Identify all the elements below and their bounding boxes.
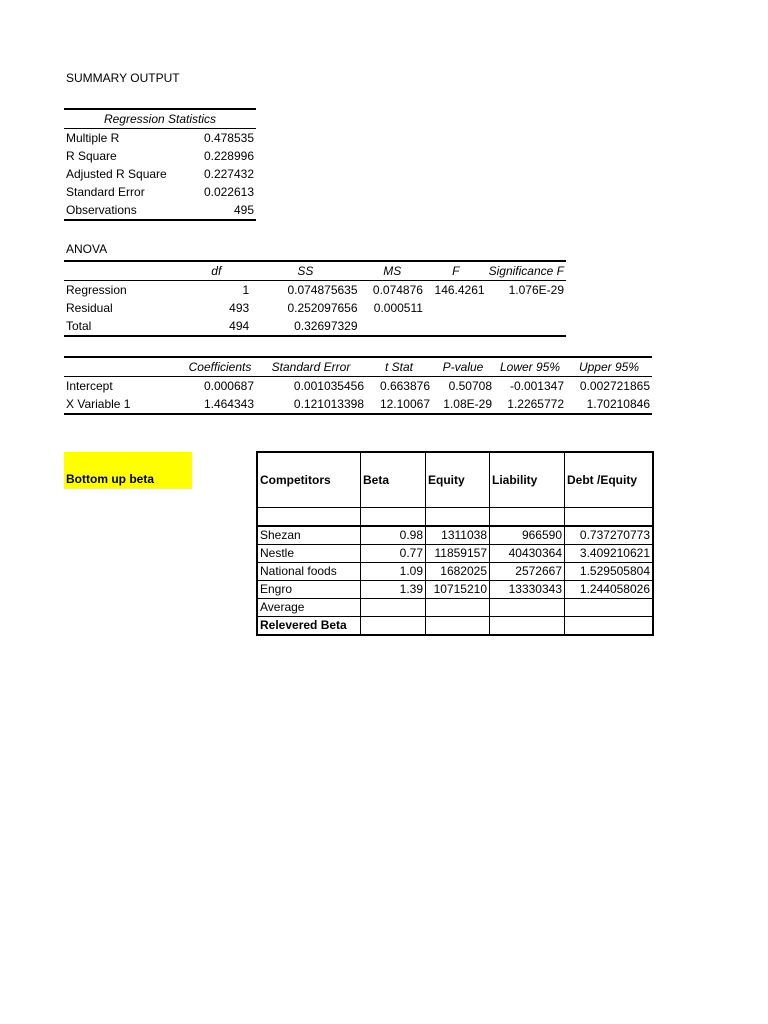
anova-cell bbox=[425, 317, 487, 336]
anova-header-row bbox=[64, 261, 566, 281]
competitor-cell: 0.98 bbox=[361, 526, 426, 545]
coefficients-cell: X Variable 1 bbox=[66, 397, 131, 411]
table-row bbox=[64, 395, 652, 414]
competitors-table bbox=[256, 451, 654, 636]
table-row bbox=[64, 317, 566, 336]
regression-statistics-table bbox=[64, 108, 256, 221]
coefficients-header: t Stat bbox=[366, 357, 432, 377]
anova-cell: 0.074875635 bbox=[287, 283, 358, 297]
competitor-cell: 1311038 bbox=[426, 526, 490, 545]
table-row bbox=[64, 147, 256, 165]
stat-value: 0.478535 bbox=[203, 131, 254, 145]
competitors-header: Competitors bbox=[257, 452, 361, 508]
competitor-cell: 1.09 bbox=[361, 563, 426, 581]
competitor-cell: 1.244058026 bbox=[565, 581, 654, 599]
empty-cell bbox=[565, 508, 654, 527]
anova-cell: Regression bbox=[66, 283, 127, 297]
competitors-header: Beta bbox=[361, 452, 426, 508]
anova-cell bbox=[487, 299, 566, 317]
bottom-up-beta-label: Bottom up beta bbox=[64, 452, 192, 489]
coefficients-cell: 1.70210846 bbox=[586, 397, 650, 411]
stat-label: Multiple R bbox=[66, 131, 120, 145]
table-row bbox=[64, 377, 652, 396]
anova-cell bbox=[487, 317, 566, 336]
anova-cell bbox=[360, 317, 425, 336]
competitor-cell: 1682025 bbox=[426, 563, 490, 581]
coefficients-cell: 1.2265772 bbox=[507, 397, 564, 411]
coefficients-cell: 1.464343 bbox=[203, 397, 254, 411]
anova-header: SS bbox=[251, 261, 359, 281]
competitor-cell bbox=[426, 617, 490, 636]
table-row bbox=[64, 183, 256, 201]
competitor-name: Nestle bbox=[257, 545, 361, 563]
anova-cell: 0.252097656 bbox=[287, 301, 358, 315]
competitor-cell: 40430364 bbox=[490, 545, 565, 563]
stat-label: Standard Error bbox=[66, 185, 145, 199]
competitor-cell: 1.529505804 bbox=[565, 563, 654, 581]
competitor-name: National foods bbox=[257, 563, 361, 581]
anova-cell bbox=[425, 299, 487, 317]
coefficients-cell: 0.663876 bbox=[379, 379, 430, 393]
table-row bbox=[64, 201, 256, 220]
anova-cell: 0.000511 bbox=[373, 301, 423, 315]
competitor-cell: 13330343 bbox=[490, 581, 565, 599]
competitor-cell: 2572667 bbox=[490, 563, 565, 581]
stat-label: R Square bbox=[66, 149, 117, 163]
competitor-cell: 11859157 bbox=[426, 545, 490, 563]
relevered-beta-label: Relevered Beta bbox=[257, 617, 361, 636]
anova-table bbox=[64, 260, 566, 337]
anova-cell: 0.32697329 bbox=[294, 319, 358, 333]
competitor-cell: 0.77 bbox=[361, 545, 426, 563]
stat-value: 0.227432 bbox=[203, 167, 254, 181]
anova-cell: 493 bbox=[229, 301, 250, 315]
coefficients-cell: 0.001035456 bbox=[293, 379, 364, 393]
competitor-cell: 10715210 bbox=[426, 581, 490, 599]
empty-cell bbox=[361, 508, 426, 527]
competitors-header-row bbox=[257, 452, 653, 508]
competitors-header: Debt /Equity bbox=[565, 452, 654, 508]
coefficients-header bbox=[64, 357, 184, 377]
anova-cell: Residual bbox=[66, 301, 113, 315]
empty-cell bbox=[490, 508, 565, 527]
anova-cell: 146.4261 bbox=[434, 283, 485, 297]
coefficients-header: Upper 95% bbox=[566, 357, 652, 377]
coefficients-cell: 0.50708 bbox=[448, 379, 492, 393]
table-row bbox=[257, 581, 653, 599]
competitor-cell bbox=[361, 617, 426, 636]
table-row bbox=[64, 165, 256, 183]
coefficients-cell: Intercept bbox=[66, 379, 113, 393]
coefficients-cell: 0.002721865 bbox=[579, 379, 650, 393]
stat-value: 0.022613 bbox=[203, 185, 254, 199]
competitor-cell bbox=[361, 599, 426, 617]
competitor-name: Engro bbox=[257, 581, 361, 599]
stat-value: 0.228996 bbox=[203, 149, 254, 163]
competitor-name: Shezan bbox=[257, 526, 361, 545]
anova-header: Significance F bbox=[487, 261, 566, 281]
coefficients-header: P-value bbox=[432, 357, 494, 377]
competitor-cell: 0.737270773 bbox=[565, 526, 654, 545]
regression-statistics-header: Regression Statistics bbox=[64, 109, 256, 129]
anova-header: df bbox=[181, 261, 251, 281]
summary-output-title: SUMMARY OUTPUT bbox=[66, 71, 180, 85]
anova-header: F bbox=[425, 261, 487, 281]
stat-label: Observations bbox=[66, 203, 137, 217]
competitor-cell bbox=[426, 599, 490, 617]
anova-cell: 1.076E-29 bbox=[508, 283, 564, 297]
empty-row bbox=[257, 508, 653, 527]
average-label: Average bbox=[257, 599, 361, 617]
coefficients-cell: 12.10067 bbox=[379, 397, 430, 411]
table-row bbox=[257, 563, 653, 581]
competitors-header: Liability bbox=[490, 452, 565, 508]
table-row bbox=[64, 129, 256, 148]
coefficients-header: Lower 95% bbox=[494, 357, 566, 377]
competitor-cell: 3.409210621 bbox=[565, 545, 654, 563]
coefficients-cell: 0.121013398 bbox=[293, 397, 364, 411]
competitor-cell bbox=[565, 599, 654, 617]
anova-cell: 494 bbox=[229, 319, 250, 333]
table-row bbox=[257, 617, 653, 636]
competitor-cell: 1.39 bbox=[361, 581, 426, 599]
competitor-cell: 966590 bbox=[490, 526, 565, 545]
anova-header: MS bbox=[360, 261, 425, 281]
coefficients-header-row bbox=[64, 357, 652, 377]
competitor-cell bbox=[490, 617, 565, 636]
table-row bbox=[257, 545, 653, 563]
coefficients-cell: 1.08E-29 bbox=[443, 397, 492, 411]
coefficients-table bbox=[64, 356, 652, 415]
competitor-cell bbox=[490, 599, 565, 617]
table-row bbox=[64, 281, 566, 300]
competitors-header: Equity bbox=[426, 452, 490, 508]
table-row bbox=[257, 599, 653, 617]
empty-cell bbox=[426, 508, 490, 527]
anova-header bbox=[64, 261, 181, 281]
anova-cell: 0.074876 bbox=[372, 283, 423, 297]
anova-cell: 1 bbox=[242, 283, 250, 297]
coefficients-header: Coefficients bbox=[184, 357, 256, 377]
stat-value: 495 bbox=[233, 203, 254, 217]
coefficients-cell: -0.001347 bbox=[509, 379, 564, 393]
competitor-cell bbox=[565, 617, 654, 636]
table-row bbox=[64, 299, 566, 317]
anova-cell: Total bbox=[66, 319, 92, 333]
empty-cell bbox=[257, 508, 361, 527]
table-row bbox=[257, 526, 653, 545]
stat-label: Adjusted R Square bbox=[66, 167, 167, 181]
anova-label: ANOVA bbox=[66, 242, 108, 256]
coefficients-header: Standard Error bbox=[256, 357, 366, 377]
coefficients-cell: 0.000687 bbox=[203, 379, 254, 393]
